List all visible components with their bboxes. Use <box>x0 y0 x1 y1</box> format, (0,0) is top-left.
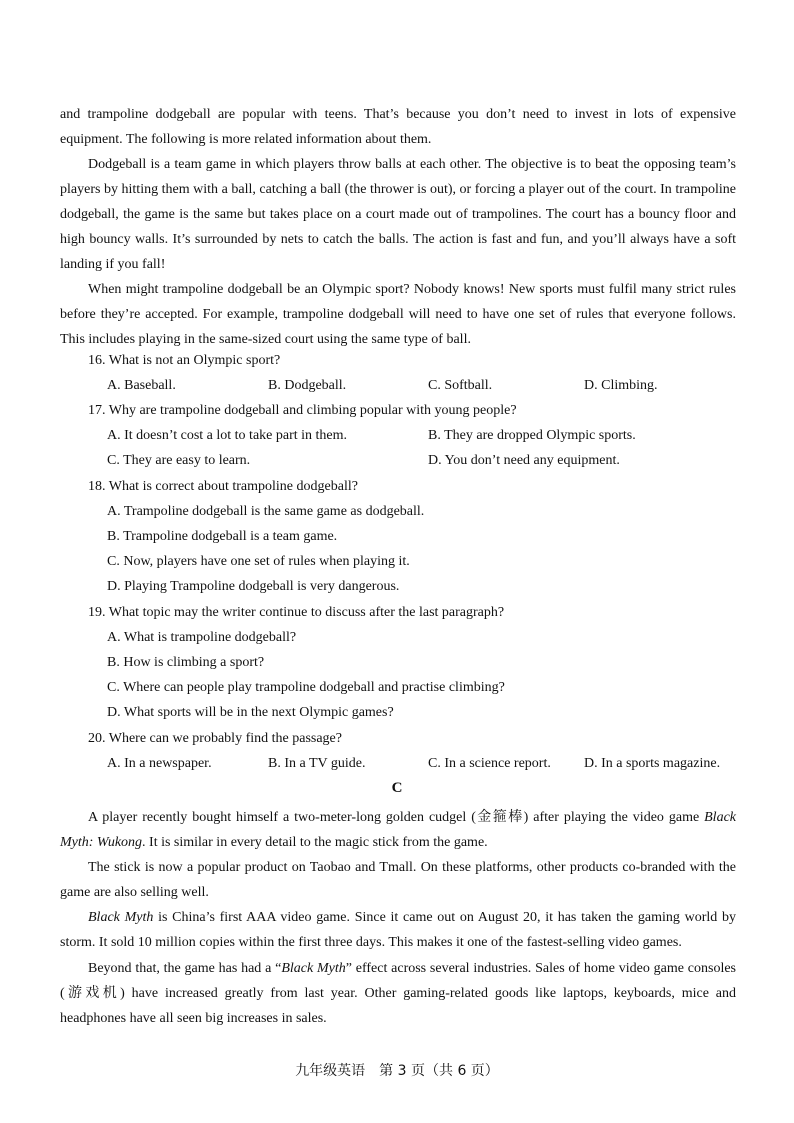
question-16-option-b: B. Dodgeball. <box>268 378 347 393</box>
passage-b-paragraph-1: Dodgeball is a team game in which players throw balls at each other. The objective is to beat the opposing team’s players by hitting them with a ball, catching a ball (the thrower is out), or forcing a player out of the court. In trampoline dodgeball, the game is the same but takes place on a court made out of trampolines. The court has a bouncy floor and high bouncy walls. It’s surrounded by nets to catch the balls. The action is fast and fun, and you’ll always have a soft landing if you fall! <box>60 157 736 272</box>
question-20-stem: 20. Where can we probably find the passage? <box>88 731 342 746</box>
section-c-p1-text-b: . It is similar in every detail to the magic stick from the game. <box>142 835 488 850</box>
game-title-black-myth: Black Myth <box>88 910 154 925</box>
question-17-option-a: A. It doesn’t cost a lot to take part in them. <box>107 428 348 443</box>
question-16-option-d: D. Climbing. <box>584 378 658 393</box>
question-19-option-a: A. What is trampoline dodgeball? <box>107 630 297 645</box>
question-19-option-c: C. Where can people play trampoline dodgeball and practise climbing? <box>107 680 505 695</box>
section-c-p4-text-b: ” effect across several industries. Sales of home video game consoles (游戏机) have increased greatly from last year. Other gaming-related goods like laptops, keyboards, mice and headphones have all seen big increases in sales. <box>60 961 736 1026</box>
question-16-option-c: C. Softball. <box>428 378 493 393</box>
section-c-p3-text: is China’s first AAA video game. Since it came out on August 20, it has taken the gaming world by storm. It sold 10 million copies within the first three days. This makes it one of the fastest-selling video games. <box>60 910 737 950</box>
question-19-option-d: D. What sports will be in the next Olympic games? <box>107 705 394 720</box>
section-c-paragraph-1 <box>60 805 736 855</box>
game-title-black-myth-wukong: Black Myth: Wukong <box>60 810 736 850</box>
question-17-option-c: C. They are easy to learn. <box>107 453 251 468</box>
question-19-option-b: B. How is climbing a sport? <box>107 655 265 670</box>
question-20-option-b: B. In a TV guide. <box>268 756 366 771</box>
question-19-stem: 19. What topic may the writer continue to discuss after the last paragraph? <box>88 605 505 620</box>
passage-b-paragraph-0: and trampoline dodgeball are popular with teens. That’s because you don’t need to invest in lots of expensive equipment. The following is more related information about them. <box>60 107 736 147</box>
question-18-option-a: A. Trampoline dodgeball is the same game as dodgeball. <box>107 504 425 519</box>
question-20-option-d: D. In a sports magazine. <box>584 756 721 771</box>
section-c-heading: C <box>391 780 403 796</box>
section-c-p4-text-a: Beyond that, the game has had a “ <box>88 961 282 976</box>
question-17-stem: 17. Why are trampoline dodgeball and climbing popular with young people? <box>88 403 517 418</box>
question-20-option-a: A. In a newspaper. <box>107 756 212 771</box>
question-18-stem: 18. What is correct about trampoline dodgeball? <box>88 479 358 494</box>
question-18-option-b: B. Trampoline dodgeball is a team game. <box>107 529 338 544</box>
section-c-paragraph-3 <box>60 905 736 955</box>
question-20-option-c: C. In a science report. <box>428 756 551 771</box>
passage-b-paragraph-2: When might trampoline dodgeball be an Olympic sport? Nobody knows! New sports must fulfil many strict rules before they’re accepted. For example, trampoline dodgeball will need to have one set of rules that everyone follows. This includes playing in the same-sized court using the same type of ball. <box>60 282 736 347</box>
game-title-black-myth-effect: Black Myth <box>281 961 346 976</box>
section-c-p1-text-a: A player recently bought himself a two-meter-long golden cudgel (金箍棒) after playing the video game <box>88 810 705 825</box>
section-c-paragraph-4 <box>60 956 736 1031</box>
question-18-option-d: D. Playing Trampoline dodgeball is very dangerous. <box>107 579 400 594</box>
question-17-option-d: D. You don’t need any equipment. <box>428 453 620 468</box>
section-c-paragraph-2: The stick is now a popular product on Taobao and Tmall. On these platforms, other products co-branded with the game are also selling well. <box>60 860 736 900</box>
question-17-option-b: B. They are dropped Olympic sports. <box>428 428 636 443</box>
question-16-stem: 16. What is not an Olympic sport? <box>88 353 281 368</box>
question-18-option-c: C. Now, players have one set of rules when playing it. <box>107 554 410 569</box>
page-footer: 九年级英语 第 3 页（共 6 页） <box>295 1063 499 1079</box>
question-16-option-a: A. Baseball. <box>107 378 176 393</box>
